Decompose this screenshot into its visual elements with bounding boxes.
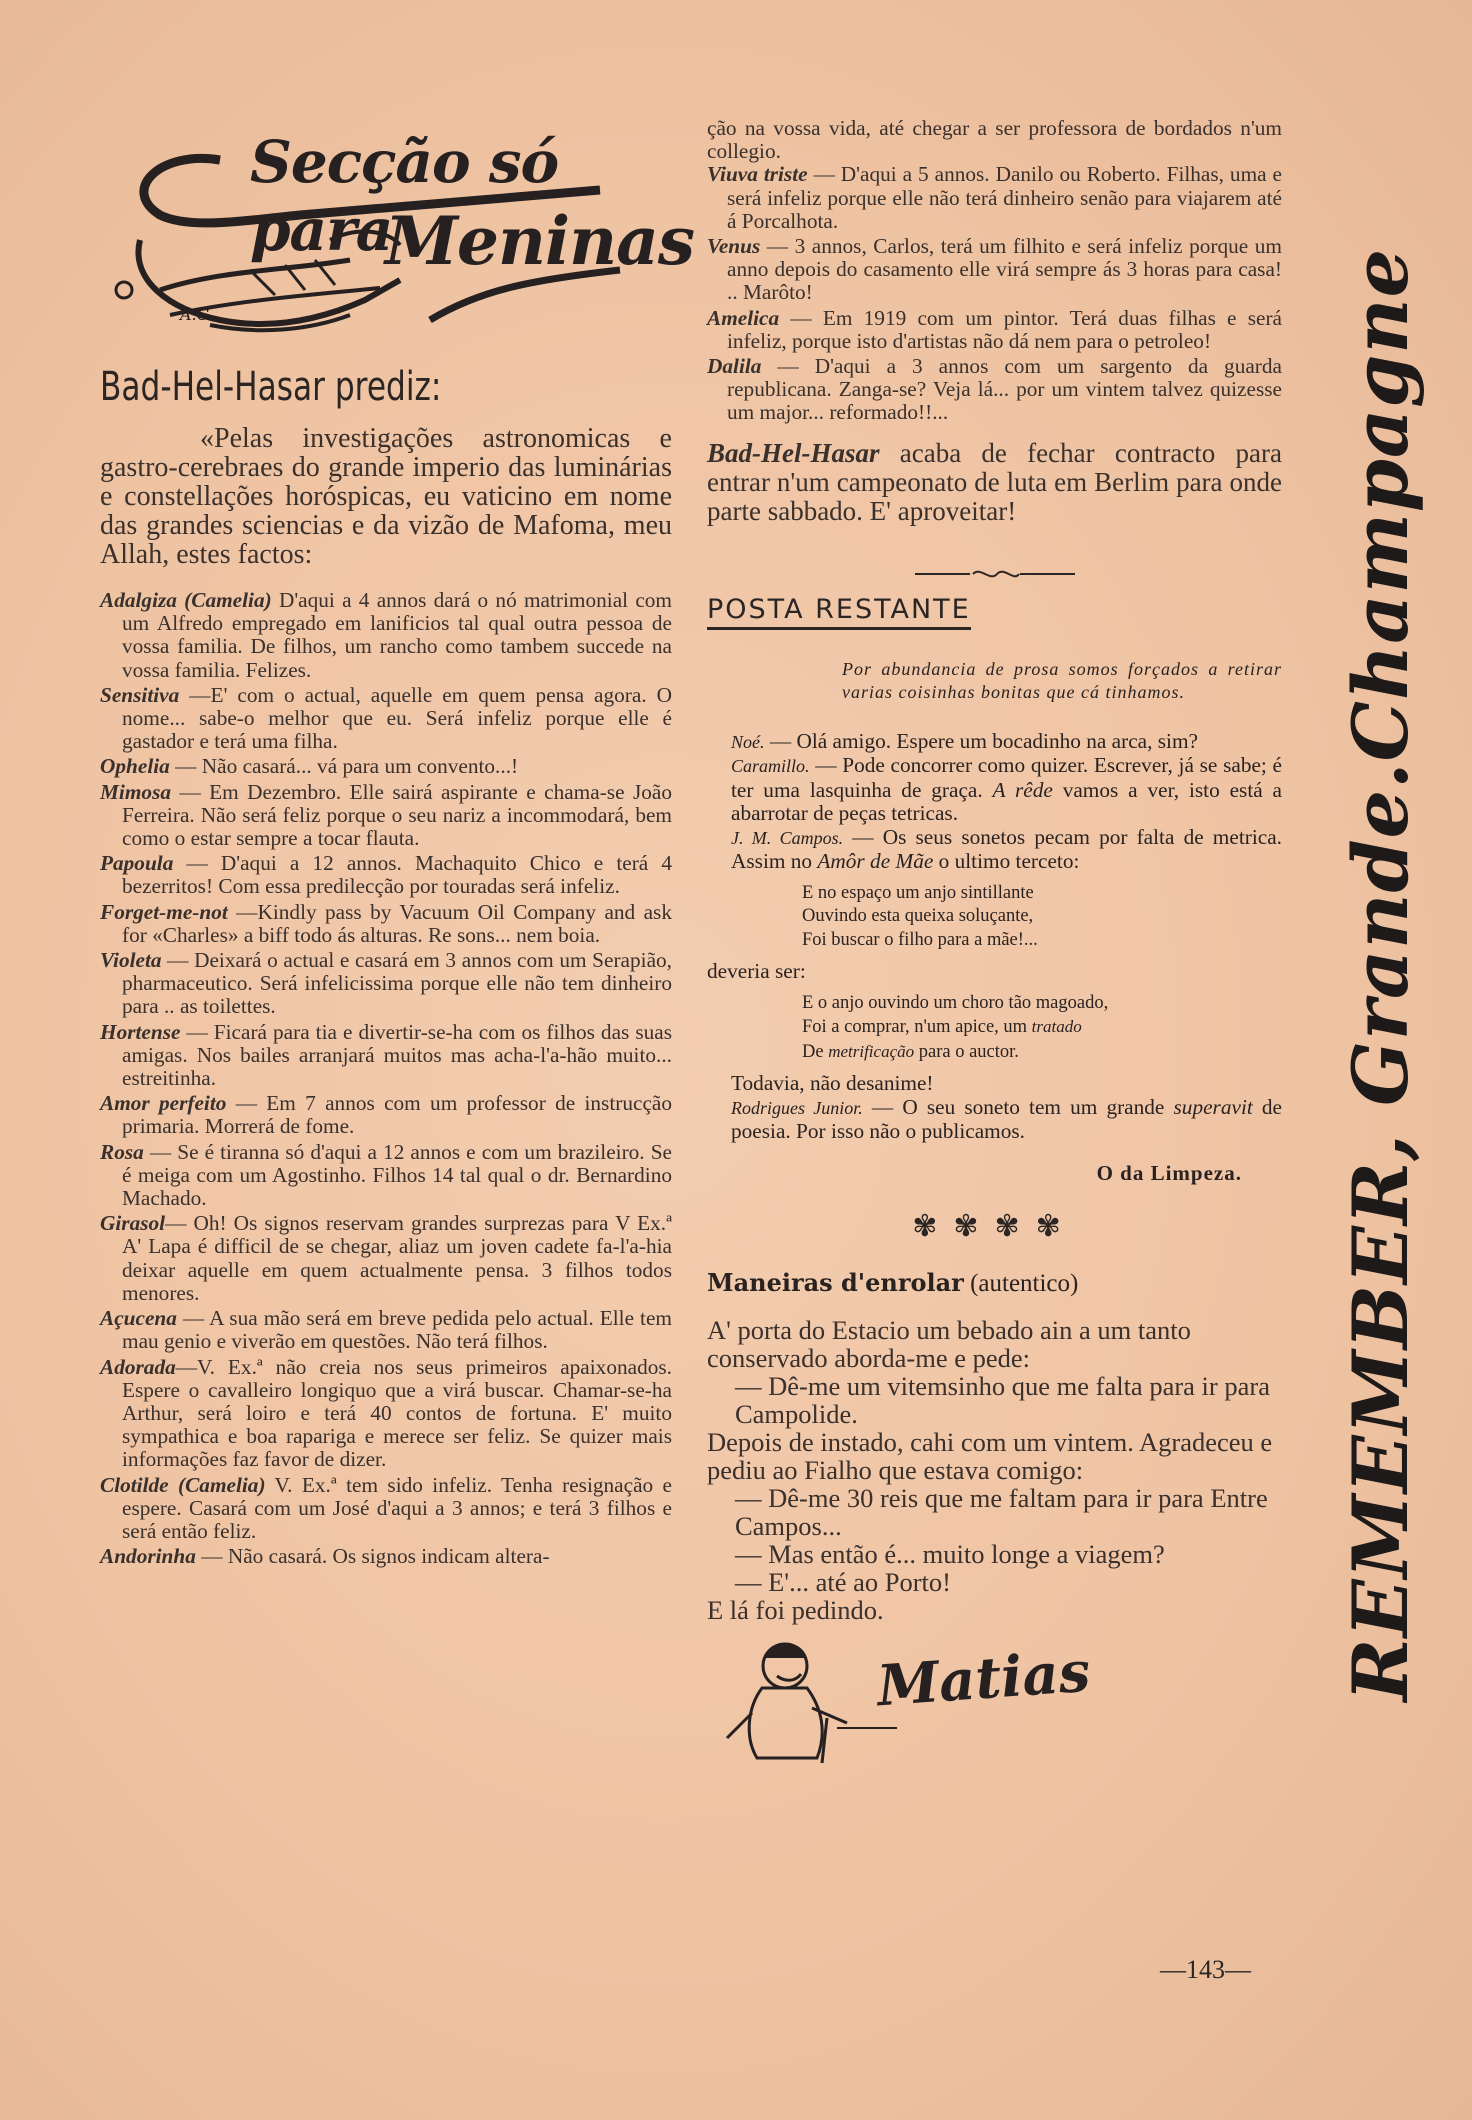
entry-text: V. Ex.ª tem sido infeliz. Tenha resignação e espere. Casará com um José d'aqui a 3 annos; e terá 3 filhos e será então feliz. <box>122 1472 673 1543</box>
entry-text: — Em Dezembro. Elle sairá aspirante e chama-se João Ferreira. Não será feliz porque o seu nariz a incommodará, bem como o estar sempre a tocar flauta. <box>122 779 672 851</box>
entry-name: Viuva triste <box>707 162 808 187</box>
announcement-text: acaba de fechar contracto para entrar n'um campeonato de luta em Berlim para onde parte sabbado. E' aproveitar! <box>707 437 1282 526</box>
verse-line <box>802 1015 1282 1040</box>
announcement-name: Bad-Hel-Hasar <box>707 437 880 468</box>
entry-text: —E' com o actual, aquelle em quem pensa agora. O nome... sabe-o melhor que eu. Será infeliz porque elle é gastador e terá uma filha. <box>122 682 672 754</box>
maneiras-subtitle: (autentico) <box>963 1270 1079 1298</box>
prediction-entry <box>100 949 672 1019</box>
reply-italic: A rêde <box>992 777 1053 802</box>
entry-name: Ophelia <box>100 754 170 779</box>
entry-text: — D'aqui a 3 annos com um sargento da guarda republicana. Zanga-se? Veja lá... por um vintem talvez quizesse um major... reformado!!... <box>727 354 1282 425</box>
entry-name: Amor perfeito <box>100 1091 227 1116</box>
prediction-entry <box>100 781 672 851</box>
entry-name: Forget-me-not <box>100 899 228 924</box>
reply-name: Noé. <box>731 731 765 752</box>
reply-campos <box>707 826 1282 874</box>
posta-signoff: O da Limpeza. <box>1096 1160 1242 1185</box>
reply-caramillo <box>707 754 1282 826</box>
section-banner <box>100 120 695 350</box>
entry-name: Venus <box>707 234 761 259</box>
entry-name: Hortense <box>100 1019 181 1044</box>
verse-line: E o anjo ouvindo um choro tão magoado, <box>802 992 1109 1013</box>
vertical-advert-text: REMEMBER, Grande.Champagne <box>1335 248 1425 1702</box>
entry-text: — D'aqui a 12 annos. Machaquito Chico e terá 4 bezerritos! Com essa predilecção por touradas será infeliz. <box>122 851 672 899</box>
entry-name: Violeta <box>100 948 162 973</box>
reply-rodrigues <box>707 1096 1282 1144</box>
story-line: — Dê-me um vitemsinho que me falta para ir para Campolide. <box>735 1371 1270 1430</box>
entry-text: — Não casará... vá para um convento...! <box>169 754 519 779</box>
reply-name: J. M. Campos. <box>731 827 844 848</box>
announcement-paragraph <box>707 439 1282 526</box>
entry-name: Mimosa <box>100 779 172 804</box>
reply-text: — O seu soneto tem um grande <box>862 1094 1174 1119</box>
prediction-list <box>100 589 672 1568</box>
entry-text: — 3 annos, Carlos, terá um filhito e será infeliz porque um anno depois do casamento elle virá sempre ás 3 horas para casa! .. Marôto! <box>727 234 1282 305</box>
verse-original <box>707 882 1282 953</box>
reply-italic: Amôr de Mãe <box>817 849 934 874</box>
prediction-entry <box>100 1356 672 1472</box>
ornament-divider <box>707 566 1282 586</box>
prediction-entry <box>707 163 1282 233</box>
entry-name: Sensitiva <box>100 682 180 707</box>
prediction-entry <box>100 1141 672 1211</box>
entry-text: — Ficará para tia e divertir-se-ha com os filhos das suas amigas. Nos bailes arranjará muitos mas acha-l'a-hão muito... estreitinha. <box>122 1019 672 1091</box>
prediction-entry <box>100 1307 672 1353</box>
entry-text: —V. Ex.ª não creia nos seus primeiros apaixonados. Espere o cavalleiro longiquo que a virá buscar. Chamar-se-ha Arthur, será loiro e terá 40 contos de fortuna. E' muito sympathica e boa rapariga e merece ser feliz. Se quizer mais informações faz favor de dizer. <box>122 1354 672 1472</box>
entry-name: Girasol <box>100 1211 166 1236</box>
prediction-entry <box>100 1545 672 1568</box>
entry-name: Andorinha <box>100 1544 196 1569</box>
entry-name: Clotilde (Camelia) <box>100 1472 266 1497</box>
verse-italic: tratado <box>1031 1017 1082 1037</box>
prediction-list-continued <box>707 163 1282 424</box>
page-number: —143— <box>1160 1955 1251 1984</box>
prediction-entry <box>100 1021 672 1091</box>
entry-name: Papoula <box>100 851 174 876</box>
entry-text: — Em 7 annos com um professor de instrucção primaria. Morrerá de fome. <box>122 1091 672 1139</box>
reply-italic: superavit <box>1173 1094 1253 1119</box>
posta-note: Por abundancia de prosa somos forçados a retirar varias coisinhas bonitas que cá tinhamos. <box>842 658 1282 702</box>
entry-name: Amelica <box>707 305 780 330</box>
reply-text: — Pode concorrer como quizer. Escrever, já se sabe; é ter uma lasquinha de graça. <box>731 753 1282 802</box>
intro-paragraph: «Pelas investigações astronomicas e gastro-cerebraes do grande imperio das luminárias e constellações horóspicas, eu vaticino em nome das grandes sciencias e da vizão de Mafoma, meu Allah, estes factos: <box>100 423 672 570</box>
posta-restante-title: POSTA RESTANTE <box>707 594 971 630</box>
verse-line: Ouvindo esta queixa soluçante, <box>802 906 1034 927</box>
prediction-entry <box>100 589 672 682</box>
verse-text: para o auctor. <box>914 1041 1019 1062</box>
continuation-text: ção na vossa vida, até chegar a ser professora de bordados n'um collegio. <box>707 116 1282 164</box>
prediction-entry <box>100 1474 672 1544</box>
entry-text: — Deixará o actual e casará em 3 annos com um Serapião, pharmaceutico. Será infelicissima porque elle não tem dinheiro para .. as toilettes. <box>122 948 672 1019</box>
entry-name: Adorada <box>100 1354 176 1379</box>
vertical-advert <box>1335 115 1425 1835</box>
entry-text: —Kindly pass by Vacuum Oil Company and ask for «Charles» a biff todo ás alturas. Re sons... nem boia. <box>122 899 672 947</box>
entry-name: Dalila <box>707 354 762 379</box>
entry-name: Rosa <box>100 1139 144 1164</box>
story-line: — E'... até ao Porto! <box>735 1567 951 1598</box>
prediction-entry <box>100 1092 672 1138</box>
deveria-text: deveria ser: <box>707 959 806 984</box>
story-line: — Mas então é... muito longe a viagem? <box>735 1539 1165 1570</box>
entry-text: — Em 1919 com um pintor. Terá duas filhas e será infeliz, porque isto d'artistas não dá nem para o petroleo! <box>727 305 1282 353</box>
entry-text: — A sua mão será em breve pedida pelo actual. Elle tem mau genio e viverão em questões. Não terá filhos. <box>122 1306 672 1354</box>
posta-replies <box>707 730 1282 1186</box>
prediction-entry <box>100 901 672 947</box>
entry-name: Açucena <box>100 1306 177 1331</box>
reply-text: de poesia. Por isso não o publicamos. <box>731 1094 1283 1144</box>
maneiras-heading <box>707 1268 1282 1298</box>
prediction-entry <box>100 1212 672 1305</box>
story-line: — Dê-me 30 reis que me faltam para ir para Entre Campos... <box>735 1483 1268 1542</box>
story-text <box>707 1316 1282 1624</box>
left-column <box>100 120 695 1570</box>
prediction-heading: Bad-Hel-Hasar prediz: <box>100 364 442 410</box>
verse-line <box>802 1040 1282 1065</box>
maneiras-title: Maneiras d'enrolar <box>707 1268 964 1298</box>
banner-title-line1: Secção só para <box>250 128 559 264</box>
prediction-entry <box>707 307 1282 353</box>
todavia-text: Todavia, não desanime! <box>731 1071 934 1096</box>
prediction-entry <box>707 235 1282 305</box>
reply-name: Rodrigues Junior. <box>731 1097 863 1118</box>
prediction-entry <box>100 852 672 898</box>
entry-text: — Não casará. Os signos indicam altera- <box>195 1544 550 1569</box>
entry-text: — Se é tiranna só d'aqui a 12 annos e com um brazileiro. Se é meiga com um Agostinho. Filhos 14 tal qual o dr. Bernardino Machado. <box>122 1139 672 1211</box>
story-line: Depois de instado, cahi com um vintem. Agradeceu e pediu ao Fialho que estava comigo: <box>707 1427 1273 1486</box>
reply-noe <box>707 730 1282 755</box>
verse-line: E no espaço um anjo sintillante <box>802 882 1034 903</box>
entry-name: Adalgiza (Camelia) <box>100 588 272 612</box>
verse-italic: metrificação <box>828 1041 915 1061</box>
entry-text: D'aqui a 4 annos dará o nó matrimonial com um Alfredo empregado em lanificios tal qual outra pessoa de vossa familia. De filhos, um rancho como tambem succede na vossa familia. Felizes. <box>122 588 672 682</box>
banner-title-line2: Meninas <box>385 202 695 280</box>
matias-signature: Matias <box>874 1638 1093 1720</box>
signature-block <box>707 1628 1282 1768</box>
reply-text: vamos a ver, isto está a abarrotar de peças tetricas. <box>731 777 1283 826</box>
story-line: A' porta do Estacio um bebado ain a um tanto conservado aborda-me e pede: <box>707 1315 1191 1374</box>
verse-text: Foi a comprar, n'um apice, um <box>802 1017 1032 1038</box>
verse-corrected <box>707 992 1282 1065</box>
caricature-illustration <box>707 1628 907 1768</box>
verse-line: Foi buscar o filho para a mãe!... <box>802 929 1038 950</box>
entry-text: — D'aqui a 5 annos. Danilo ou Roberto. Filhas, uma e será infeliz porque elle não terá dinheiro senão para viajarem até á Porcalhota. <box>727 162 1282 233</box>
reply-name: Caramillo. <box>731 756 810 777</box>
reply-text: o ultimo terceto: <box>933 849 1080 874</box>
artist-initials: A.C. <box>180 305 214 324</box>
story-line: E lá foi pedindo. <box>707 1595 884 1626</box>
flower-ornaments: ✾✾✾✾ <box>912 1210 1077 1244</box>
prediction-entry <box>100 684 672 754</box>
prediction-entry <box>707 355 1282 425</box>
verse-text: De <box>802 1041 829 1062</box>
reply-text: — Olá amigo. Espere um bocadinho na arca, sim? <box>764 728 1198 753</box>
prediction-entry <box>100 755 672 778</box>
right-column <box>707 117 1282 1768</box>
reply-text: — Os seus sonetos pecam por falta de metrica. Assim no <box>731 824 1282 874</box>
entry-text: — Oh! Os signos reservam grandes surprezas para V Ex.ª A' Lapa é difficil de se chegar, aliaz um joven cadete fa-l'a-hia deixar aquelle em quem actualmente pensa. 3 filhos todos menores. <box>122 1211 672 1305</box>
